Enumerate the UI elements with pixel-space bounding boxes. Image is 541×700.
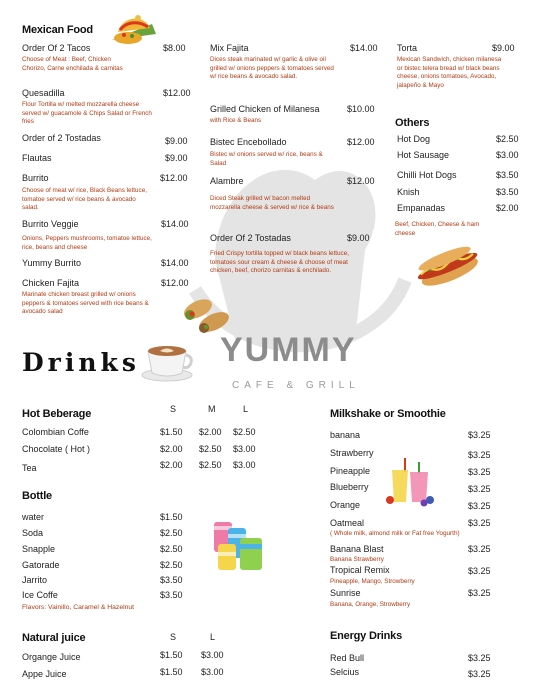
smoothie-icon (384, 456, 438, 508)
menu-item-desc: with Rice & Beans (210, 117, 262, 124)
menu-item-price: $3.25 (468, 450, 491, 460)
soda-cans-icon (210, 518, 268, 574)
price-l: $3.00 (201, 667, 224, 677)
menu-item-name: Tropical Remix (330, 565, 390, 575)
menu-item-price: $3.25 (468, 669, 491, 679)
menu-item-desc: Choose of meat w/ rice, Black Beans lettuce, tomatoe served w/ rice beans & avocado salad. (22, 187, 147, 212)
menu-item-name: Chocolate ( Hot ) (22, 444, 91, 454)
menu-item-desc: Choose of Meat : Beef, Chicken Chorizo, Carne enchilada & carnitas (22, 56, 123, 72)
menu-item-name: Order Of 2 Tacos (22, 43, 91, 53)
logo-title: YUMMY (220, 331, 357, 369)
menu-item-price: $8.00 (163, 43, 186, 53)
menu-item-name: Organge Juice (22, 652, 81, 662)
shake-note: Pineapple, Mango, Strowberry (330, 578, 415, 585)
menu-item-price: $3.25 (468, 501, 491, 511)
price-m: $2.50 (199, 444, 222, 454)
menu-item-name: Order Of 2 Tostadas (210, 233, 291, 243)
price-s: $2.00 (160, 444, 183, 454)
menu-item-name: Hot Dog (397, 134, 431, 144)
menu-item-name: Banana Blast (330, 544, 384, 554)
menu-item-name: Bistec Encebollado (210, 137, 287, 147)
menu-item-name: Oatmeal (330, 518, 365, 528)
menu-item-price: $3.25 (468, 484, 491, 494)
burrito-icon (180, 295, 232, 335)
menu-item-name: Colombian Coffe (22, 427, 89, 437)
bottle-note: Flavors: Vainillo, Caramel & Hazelnut (22, 604, 135, 611)
menu-item-name: Quesadilla (22, 88, 65, 98)
shake-note: Banana Strawberry (330, 556, 384, 563)
menu-item-name: Sunrise (330, 588, 361, 598)
bottle-title: Bottle (22, 490, 52, 502)
menu-item-name: Jarrito (22, 575, 48, 585)
menu-item-price: $1.50 (160, 512, 183, 522)
menu-item-name: Gatorade (22, 560, 60, 570)
menu-item-price: $12.00 (347, 137, 375, 147)
menu-item-price: $3.25 (468, 430, 491, 440)
size-header: M (208, 404, 216, 414)
menu-item-price: $10.00 (347, 104, 375, 114)
coffee-cup-icon (140, 337, 194, 383)
menu-item-price: $2.00 (496, 203, 519, 213)
menu-item-name: Alambre (210, 176, 244, 186)
menu-item-desc: Diced Steak grilled w/ bacon melted mozzarella cheese & served w/ rice & beans (210, 195, 334, 211)
price-s: $1.50 (160, 427, 183, 437)
natural-juice-title: Natural juice (22, 632, 86, 644)
menu-item-name: Chilli Hot Dogs (397, 170, 457, 180)
menu-item-desc: Bistec w/ onions served w/ rice, beans & Salad (210, 151, 323, 167)
menu-item-price: $3.25 (468, 653, 491, 663)
taco-icon (108, 10, 160, 48)
shake-note: Banana, Orange, Strowberry (330, 601, 411, 608)
menu-item-price: $3.50 (496, 187, 519, 197)
price-l: $3.00 (233, 460, 256, 470)
menu-item-price: $14.00 (350, 43, 378, 53)
menu-item-name: Soda (22, 528, 44, 538)
mexican-food-title: Mexican Food (22, 24, 93, 36)
price-s: $1.50 (160, 667, 183, 677)
price-m: $2.50 (199, 460, 222, 470)
price-l: $3.00 (201, 650, 224, 660)
menu-item-name: Pineapple (330, 466, 371, 476)
price-m: $2.00 (199, 427, 222, 437)
menu-item-desc: Dices steak marinated w/ garlic & olive oil grilled w/ onions peppers & tomatoes served w/ rice beans & avocado salad. (210, 56, 334, 81)
menu-item-price: $9.00 (165, 153, 188, 163)
menu-item-name: Red Bull (330, 653, 365, 663)
size-header: S (170, 632, 177, 642)
menu-item-price: $3.25 (468, 467, 491, 477)
menu-item-price: $2.50 (160, 528, 183, 538)
menu-item-name: Order of 2 Tostadas (22, 133, 101, 143)
menu-item-name: Knish (397, 187, 420, 197)
menu-item-name: Yummy Burrito (22, 258, 82, 268)
menu-item-price: $14.00 (161, 258, 189, 268)
menu-item-desc: Mexican Sandwich, chicken milanesa or bistec telera bread w/ black beans cheese, onions tomatoes, Avocado, jalapeño & Mayo (397, 56, 502, 89)
menu-item-price: $3.50 (160, 590, 183, 600)
price-s: $1.50 (160, 650, 183, 660)
menu-item-name: Ice Coffe (22, 590, 58, 600)
menu-item-price: $3.25 (468, 566, 491, 576)
menu-item-desc: Marinate chicken breast grilled w/ onions peppers & tomatoes served with rice beans & avocado salad (22, 291, 149, 316)
menu-item-name: Chicken Fajita (22, 278, 80, 288)
menu-item-name: water (22, 512, 45, 522)
menu-item-name: Grilled Chicken of Milanesa (210, 104, 320, 114)
menu-item-name: Flautas (22, 153, 52, 163)
menu-item-price: $3.25 (468, 544, 491, 554)
menu-item-price: $3.00 (496, 150, 519, 160)
menu-item-name: Mix Fajita (210, 43, 249, 53)
menu-item-price: $14.00 (161, 219, 189, 229)
menu-item-price: $9.00 (165, 136, 188, 146)
menu-item-price: $2.50 (496, 134, 519, 144)
size-header: L (210, 632, 216, 642)
menu-item-name: Orange (330, 500, 361, 510)
menu-item-name: Tea (22, 463, 37, 473)
menu-item-price: $2.50 (160, 544, 183, 554)
menu-item-price: $9.00 (347, 233, 370, 243)
energy-drinks-title: Energy Drinks (330, 630, 402, 642)
size-header: S (170, 404, 177, 414)
menu-item-price: $12.00 (161, 278, 189, 288)
shake-note: ( Whole milk, almond milk or Fat free Yogurth) (330, 530, 460, 537)
others-note: Beef, Chicken, Cheese & ham cheese (395, 221, 480, 237)
price-s: $2.00 (160, 460, 183, 470)
menu-item-name: Appe Juice (22, 669, 67, 679)
menu-item-name: Selcius (330, 667, 360, 677)
menu-item-name: Burrito Veggie (22, 219, 79, 229)
price-l: $3.00 (233, 444, 256, 454)
menu-item-name: Snapple (22, 544, 56, 554)
size-header: L (243, 404, 249, 414)
menu-item-price: $12.00 (160, 173, 188, 183)
menu-item-name: Strawberry (330, 448, 374, 458)
menu-item-price: $3.50 (496, 170, 519, 180)
menu-item-name: Burrito (22, 173, 49, 183)
menu-item-name: Blueberry (330, 482, 369, 492)
menu-item-name: Hot Sausage (397, 150, 450, 160)
milkshake-title: Milkshake or Smoothie (330, 408, 446, 420)
hot-beverage-title: Hot Beberage (22, 408, 92, 420)
menu-item-name: Empanadas (397, 203, 446, 213)
menu-item-price: $3.50 (160, 575, 183, 585)
others-title: Others (395, 117, 430, 129)
menu-item-price: $3.25 (468, 588, 491, 598)
menu-item-price: $2.50 (160, 560, 183, 570)
hotdog-icon (414, 242, 482, 292)
menu-item-name: Torta (397, 43, 418, 53)
menu-item-desc: Fried Crispy tortilla topped w/ black beans lettuce, tomatoes sour cream & cheese & choose of meat chicken, beef, chorizo carnitas & enchilado. (210, 250, 349, 275)
menu-item-price: $3.25 (468, 518, 491, 528)
menu-item-desc: Flour Tortilla w/ melted mozzarella cheese served w/ guacamole & Chips Salad or French fries (22, 101, 152, 126)
menu-item-desc: Onions, Peppers mushrooms, tomatoe lettuce, rice, beans and cheese (22, 235, 152, 251)
menu-item-price: $12.00 (347, 176, 375, 186)
logo-subtitle: CAFE & GRILL (232, 380, 360, 391)
menu-item-name: banana (330, 430, 361, 440)
menu-item-price: $9.00 (492, 43, 515, 53)
drinks-title: Drinks (22, 348, 140, 377)
menu-item-price: $12.00 (163, 88, 191, 98)
price-l: $2.50 (233, 427, 256, 437)
